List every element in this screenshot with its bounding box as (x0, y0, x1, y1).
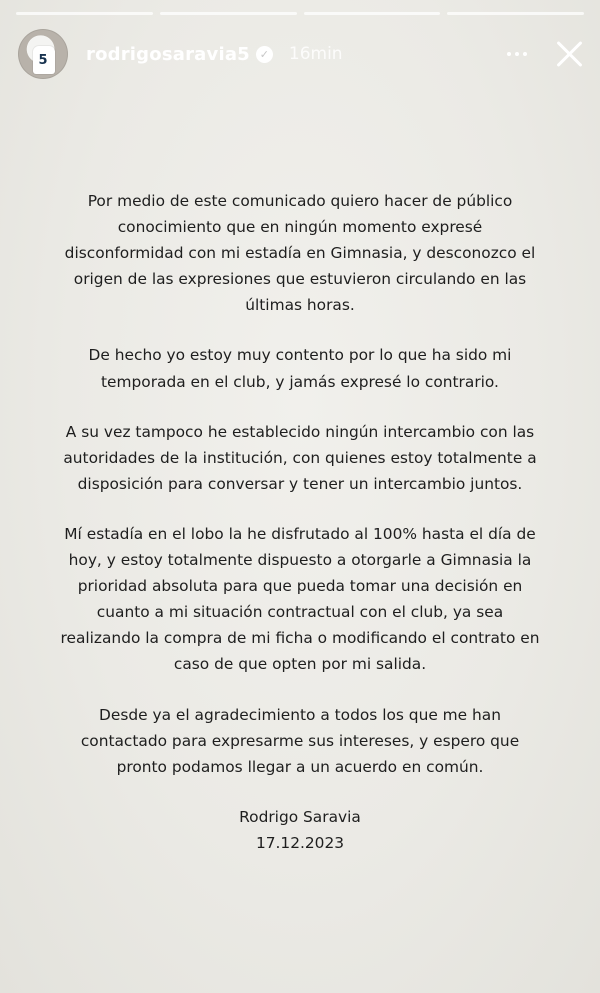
statement-text (60, 188, 540, 856)
timestamp: 16min (288, 44, 343, 64)
progress-segment (160, 12, 297, 15)
signature-block (60, 804, 540, 856)
signature-name: Rodrigo Saravia (239, 807, 361, 826)
dot-icon (507, 52, 511, 56)
signature-date: 17.12.2023 (255, 833, 345, 852)
close-icon[interactable] (552, 37, 586, 71)
statement-paragraph: A su vez tampoco he establecido ningún intercambio con las autoridades de la institución, con quienes estoy totalmente a disposición para conversar y tener un intercambio juntos. (63, 422, 537, 493)
username[interactable]: rodrigosaravia5 (86, 43, 250, 65)
dot-icon (523, 52, 527, 56)
avatar[interactable] (18, 29, 68, 79)
statement-paragraph: Desde ya el agradecimiento a todos los que me han contactado para expresarme sus intereses, y espero que pronto podamos llegar a un acuerdo en común. (80, 705, 520, 776)
statement-paragraph: Mí estadía en el lobo la he disfrutado al 100% hasta el día de hoy, y estoy totalmente dispuesto a otorgarle a Gimnasia la prioridad absoluta para que pueda tomar una decisión en cuanto a mi situación contractual con el club, ya sea realizando la compra de mi ficha o modificando el contrato en caso de que opten por mi salida. (60, 524, 540, 674)
progress-segment (447, 12, 584, 15)
dot-icon (515, 52, 519, 56)
avatar-number: 5 (38, 53, 48, 68)
verified-icon: ✓ (256, 46, 273, 63)
progress-segment (304, 12, 441, 15)
progress-segment (16, 12, 153, 15)
story-header (18, 28, 586, 80)
more-options-icon[interactable] (500, 43, 534, 65)
statement-paragraph: De hecho yo estoy muy contento por lo que ha sido mi temporada en el club, y jamás expresé lo contrario. (88, 346, 512, 391)
story-progress-bar (16, 12, 584, 15)
statement-paragraph: Por medio de este comunicado quiero hacer de público conocimiento que en ningún momento expresé disconformidad con mi estadía en Gimnasia, y desconozco el origen de las expresiones que estuvieron circulando en las últimas horas. (64, 192, 536, 315)
